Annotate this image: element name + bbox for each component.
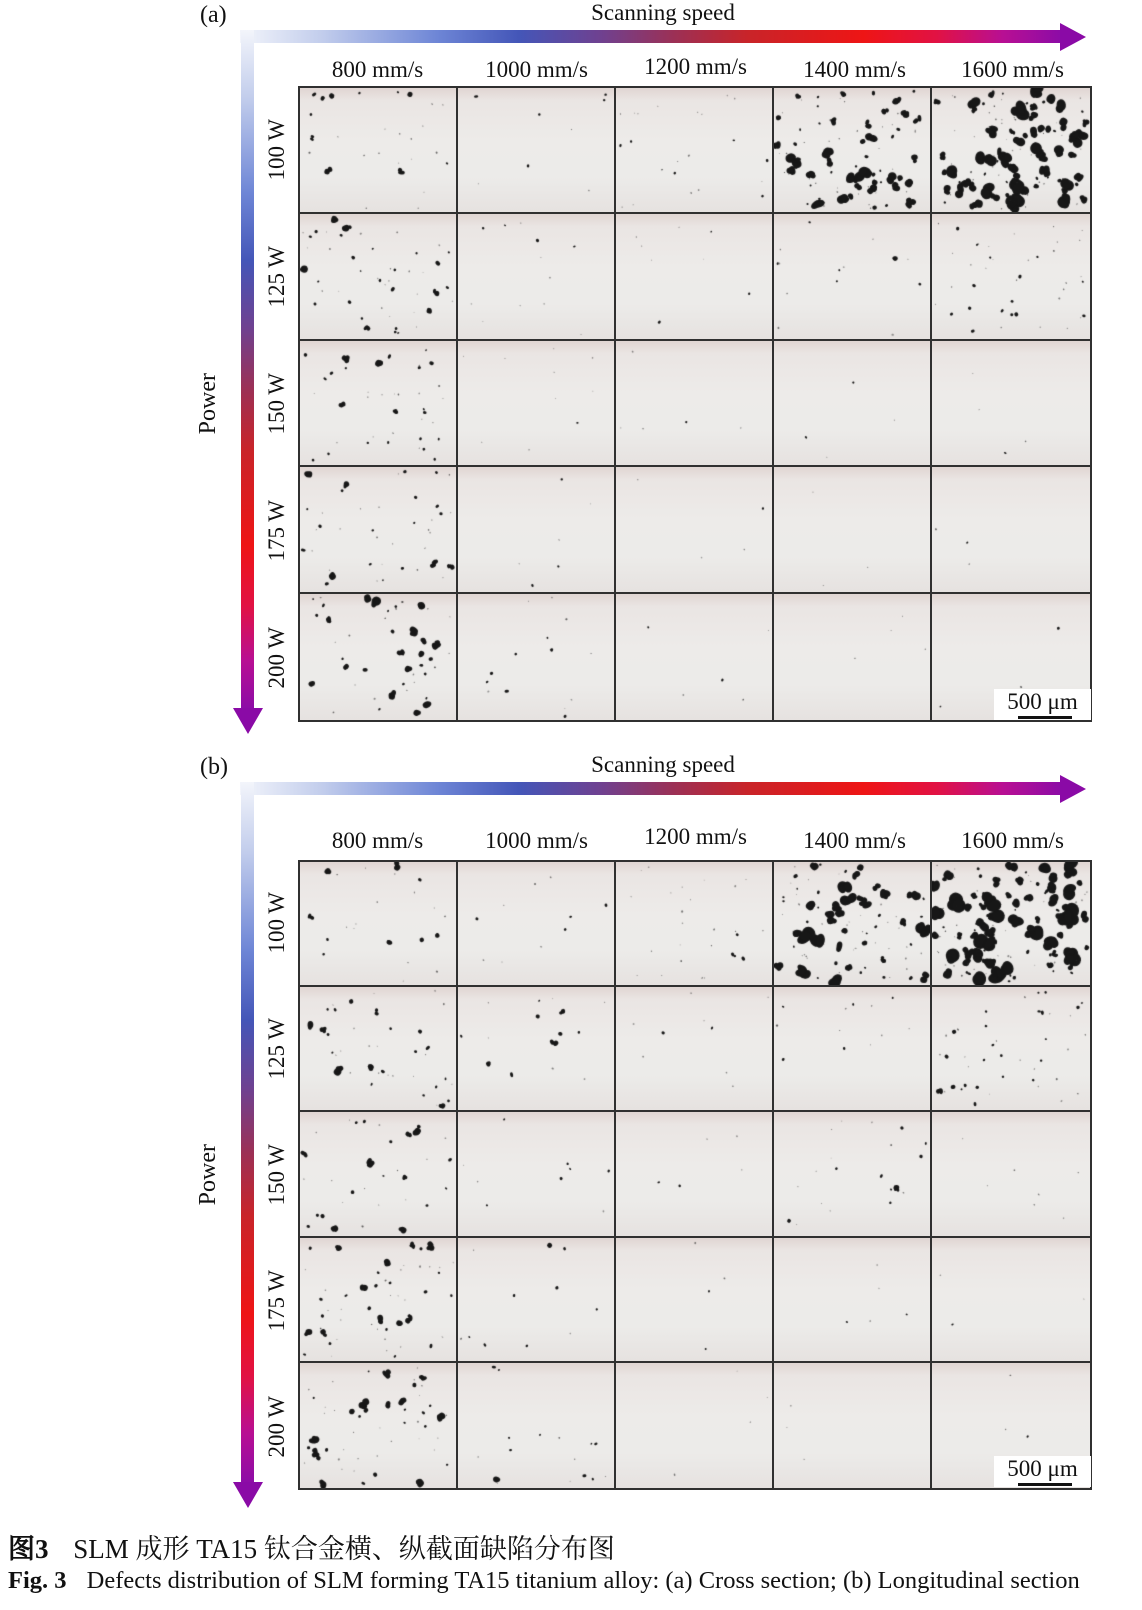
micrograph-defects-canvas [300,1238,456,1361]
micrograph-cell [774,594,932,720]
micrograph-cell [774,88,932,214]
panel-b-power-arrow [241,782,254,1482]
micrograph-cell [774,467,932,593]
micrograph-defects-canvas [300,987,456,1110]
caption-english-text: Defects distribution of SLM forming TA15 titanium alloy: (a) Cross section; (b) Longitudinal section [86,1567,1080,1594]
micrograph-cell [932,1238,1090,1363]
micrograph-cell [300,467,458,593]
micrograph-cell [458,1238,616,1363]
micrograph-defects-canvas [458,467,614,591]
panel-b-column-label-1600: 1600 mm/s [961,828,1064,853]
panel-a-row-label-200w: 200 W [264,627,289,689]
micrograph-cell [300,1238,458,1363]
micrograph-defects-canvas [300,1363,456,1488]
micrograph-cell [300,341,458,467]
micrograph-defects-canvas [616,862,772,985]
panel-a-micrograph-grid [298,86,1092,722]
micrograph-cell [300,214,458,340]
micrograph-defects-canvas [458,341,614,465]
micrograph-cell [458,1112,616,1237]
micrograph-defects-canvas [300,88,456,212]
micrograph-cell [616,88,774,214]
micrograph-cell [774,1363,932,1488]
panel-b-row-label-150w: 150 W [264,1144,289,1206]
micrograph-defects-canvas [616,88,772,212]
panel-b-y-axis-title-wrap [192,860,224,1490]
micrograph-defects-canvas [616,987,772,1110]
panel-b-row-label-wrap-200w [260,1364,294,1490]
panel-a-column-label-800: 800 mm/s [331,57,424,82]
panel-a-down-arrowhead-icon [233,708,263,734]
panel-b-row-label-125w: 125 W [264,1018,289,1080]
micrograph-cell [300,1112,458,1237]
micrograph-defects-canvas [458,987,614,1110]
panel-a-row-label-150w: 150 W [264,372,289,435]
micrograph-defects-canvas [932,862,1090,985]
micrograph-defects-canvas [300,214,456,338]
micrograph-defects-canvas [300,862,456,985]
panel-b-column-label-1400: 1400 mm/s [803,828,906,853]
micrograph-cell [616,341,774,467]
panel-b-row-label-wrap-100w [260,860,294,986]
panel-a-row-label-wrap-100w [260,86,294,213]
micrograph-defects-canvas [932,467,1090,591]
micrograph-cell [932,1112,1090,1237]
panel-a-column-label-1400: 1400 mm/s [803,57,906,82]
micrograph-defects-canvas [458,1112,614,1235]
panel-b-x-axis-title: Scanning speed [591,752,735,777]
micrograph-defects-canvas [774,1112,930,1235]
micrograph-defects-canvas [774,467,930,591]
micrograph-defects-canvas [300,341,456,465]
micrograph-defects-canvas [932,987,1090,1110]
micrograph-defects-canvas [458,1238,614,1361]
micrograph-cell [458,594,616,720]
micrograph-defects-canvas [616,214,772,338]
micrograph-defects-canvas [774,594,930,720]
panel-b-right-arrowhead-icon [1060,775,1086,803]
micrograph-defects-canvas [616,1238,772,1361]
micrograph-cell [458,987,616,1112]
panel-a-row-label-125w: 125 W [264,245,289,308]
panel-a-row-label-100w: 100 W [264,118,289,181]
micrograph-defects-canvas [774,1363,930,1488]
caption-chinese [8,1527,615,1566]
micrograph-defects-canvas [774,987,930,1110]
panel-a-scale-bar-text: 500 μm [1007,689,1078,714]
micrograph-defects-canvas [458,862,614,985]
panel-a-column-label-1200: 1200 mm/s [644,54,747,79]
micrograph-cell [932,987,1090,1112]
panel-b-row-label-200w: 200 W [264,1396,289,1458]
panel-a-row-label-wrap-200w [260,594,294,722]
micrograph-defects-canvas [932,1112,1090,1235]
micrograph-cell [932,862,1090,987]
micrograph-cell [932,214,1090,340]
micrograph-defects-canvas [774,88,930,212]
micrograph-defects-canvas [458,214,614,338]
micrograph-defects-canvas [932,214,1090,338]
micrograph-cell [458,862,616,987]
panel-b-row-label-wrap-150w [260,1112,294,1238]
panel-b-row-label-175w: 175 W [264,1270,289,1332]
micrograph-cell [458,214,616,340]
micrograph-cell [458,467,616,593]
caption-chinese-prefix: 图3 [8,1534,49,1564]
micrograph-cell [300,594,458,720]
micrograph-cell [932,88,1090,214]
micrograph-defects-canvas [616,1112,772,1235]
caption-english-prefix: Fig. 3 [8,1567,67,1594]
panel-a-column-label-1000: 1000 mm/s [485,57,588,82]
micrograph-cell [932,341,1090,467]
micrograph-cell [458,88,616,214]
micrograph-cell [774,1112,932,1237]
panel-b-scale-bar [994,1456,1091,1487]
panel-a-scanning-speed-arrow [240,30,1060,43]
micrograph-defects-canvas [774,1238,930,1361]
micrograph-defects-canvas [300,1112,456,1235]
panel-a-row-label-175w: 175 W [264,499,289,562]
micrograph-defects-canvas [300,594,456,720]
micrograph-defects-canvas [458,88,614,212]
micrograph-defects-canvas [300,467,456,591]
micrograph-defects-canvas [616,1363,772,1488]
panel-a-power-arrow [241,30,254,708]
micrograph-defects-canvas [774,341,930,465]
micrograph-cell [616,1238,774,1363]
panel-a-row-label-wrap-125w [260,213,294,340]
micrograph-cell [774,214,932,340]
panel-b-label: (b) [200,754,228,780]
panel-a-label: (a) [200,2,227,28]
panel-b-y-axis-title: Power [194,1144,221,1206]
micrograph-cell [300,862,458,987]
micrograph-cell [774,862,932,987]
panel-b-column-label-1000: 1000 mm/s [485,828,588,853]
panel-a-column-label-1600: 1600 mm/s [961,57,1064,82]
micrograph-cell [458,1363,616,1488]
panel-b-row-label-wrap-175w [260,1238,294,1364]
micrograph-defects-canvas [774,862,930,985]
micrograph-cell [774,341,932,467]
panel-b-scale-bar-line [1018,1483,1072,1486]
micrograph-cell [774,987,932,1112]
panel-a-row-label-wrap-175w [260,467,294,594]
panel-b-down-arrowhead-icon [233,1482,263,1508]
micrograph-cell [300,1363,458,1488]
caption-english [8,1567,1080,1595]
micrograph-cell [458,341,616,467]
panel-b-column-label-800: 800 mm/s [331,828,424,853]
micrograph-cell [616,1112,774,1237]
micrograph-defects-canvas [616,594,772,720]
panel-b-row-label-100w: 100 W [264,892,289,954]
micrograph-defects-canvas [932,1238,1090,1361]
micrograph-defects-canvas [932,88,1090,212]
micrograph-cell [616,214,774,340]
micrograph-cell [616,862,774,987]
caption-chinese-text: SLM 成形 TA15 钛合金横、纵截面缺陷分布图 [73,1534,615,1564]
micrograph-defects-canvas [774,214,930,338]
panel-b-micrograph-grid [298,860,1092,1490]
panel-b-column-label-1200: 1200 mm/s [644,824,747,849]
micrograph-cell [774,1238,932,1363]
panel-b-scale-bar-text: 500 μm [1007,1456,1078,1481]
micrograph-cell [300,987,458,1112]
panel-a-y-axis-title-wrap [192,86,224,722]
micrograph-cell [616,1363,774,1488]
micrograph-cell [300,88,458,214]
micrograph-cell [932,467,1090,593]
micrograph-defects-canvas [932,341,1090,465]
panel-a-x-axis-title: Scanning speed [591,0,735,25]
micrograph-cell [616,594,774,720]
micrograph-defects-canvas [458,1363,614,1488]
micrograph-defects-canvas [616,341,772,465]
panel-a-scale-bar [994,689,1091,720]
micrograph-cell [616,987,774,1112]
panel-a-y-axis-title: Power [194,373,221,435]
panel-b-row-label-wrap-125w [260,986,294,1112]
micrograph-defects-canvas [458,594,614,720]
micrograph-cell [616,467,774,593]
panel-a-right-arrowhead-icon [1060,23,1086,51]
panel-a-row-label-wrap-150w [260,340,294,467]
panel-b-scanning-speed-arrow [240,782,1060,795]
panel-a-scale-bar-line [1018,716,1072,719]
micrograph-defects-canvas [616,467,772,591]
